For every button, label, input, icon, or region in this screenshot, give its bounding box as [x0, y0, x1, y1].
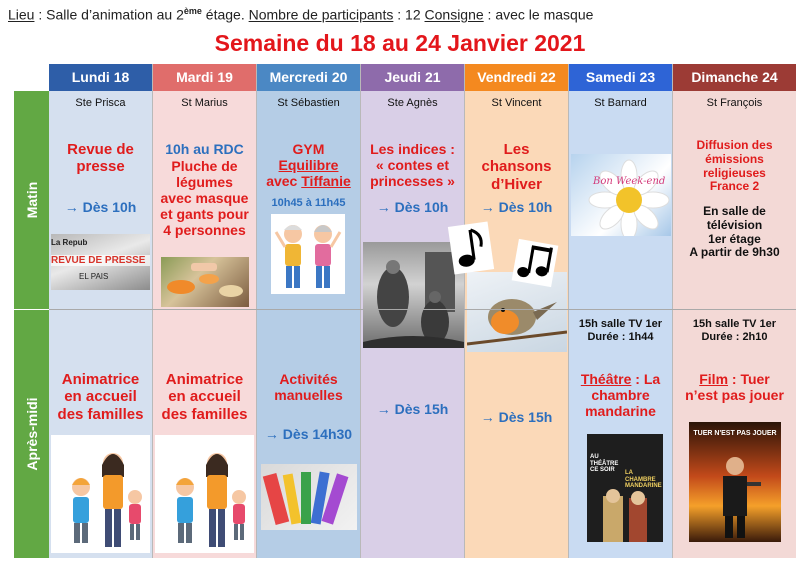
- newspaper-image: [51, 234, 150, 290]
- side-matin: [14, 91, 49, 309]
- day-header-jeudi: Jeudi 21: [361, 64, 464, 91]
- activity-line: d’Hiver: [491, 175, 542, 193]
- activity-title: Film: [699, 371, 729, 387]
- activity-mardi-place: 10h au RDC: [165, 141, 244, 157]
- theatre-poster: [587, 434, 663, 542]
- activity-vendredi-matin: [465, 141, 568, 193]
- consigne-value: : avec le masque: [483, 6, 594, 23]
- info-dimanche-matin: [673, 205, 796, 260]
- lieu-label: Lieu: [8, 6, 35, 23]
- activity-lundi-pm: [49, 371, 152, 423]
- time-vendredi-matin: → Dès 10h: [480, 199, 553, 215]
- activity-line: Tiffanie: [301, 173, 351, 190]
- activity-jeudi-matin: [361, 141, 464, 189]
- side-pm-label: Après-midi: [23, 397, 40, 471]
- column-jeudi: [361, 64, 465, 558]
- info-line: 1er étage: [708, 231, 761, 246]
- activity-line: GYM: [292, 141, 325, 157]
- info-line: Durée : 2h10: [701, 330, 768, 343]
- column-mercredi: [257, 64, 361, 558]
- info-line: A partir de 9h30: [689, 245, 780, 260]
- page-title: Semaine du 18 au 24 Janvier 2021: [214, 30, 586, 56]
- activity-line: 4 personnes: [163, 222, 246, 239]
- column-samedi: [569, 64, 673, 558]
- activity-line: des familles: [161, 405, 248, 423]
- activity-line: n’est pas jouer: [685, 387, 784, 404]
- activity-line: Animatrice: [61, 371, 140, 388]
- weekend-text: Bon Week-end: [593, 176, 666, 187]
- day-header-samedi: Samedi 23: [569, 64, 672, 91]
- time-jeudi-pm: → Dès 15h: [376, 401, 449, 417]
- activity-title: Théâtre: [580, 371, 632, 387]
- info-line: En salle de: [703, 204, 766, 218]
- fairy-tale-engraving: [363, 242, 464, 348]
- activity-line: avec: [266, 173, 302, 190]
- saint-dimanche: St François: [706, 97, 763, 109]
- day-header-vendredi: Vendredi 22: [465, 64, 568, 91]
- info-line: 15h salle TV 1er: [578, 318, 663, 330]
- activity-line: princesses »: [370, 173, 455, 190]
- activity-line: des familles: [57, 405, 144, 423]
- activity-line: avec masque: [160, 190, 249, 207]
- day-header-lundi: Lundi 18: [49, 64, 152, 91]
- saint-mardi: St Marius: [181, 97, 228, 109]
- activity-line: Pluche de: [171, 158, 238, 174]
- time-lundi-matin: → Dès 10h: [64, 199, 137, 215]
- activity-line: : La: [631, 371, 661, 387]
- participants-label: Nombre de participants: [248, 6, 394, 23]
- family-illustration: [155, 435, 254, 553]
- movie-poster: [689, 422, 781, 542]
- activity-dimanche-pm: [673, 371, 796, 403]
- saint-vendredi: St Vincent: [491, 97, 542, 109]
- activity-line: en accueil: [168, 388, 241, 406]
- activity-line: émissions: [705, 151, 764, 166]
- activity-line: chambre: [591, 387, 650, 404]
- activity-line: : Tuer: [728, 371, 770, 387]
- music-note-icon: [448, 221, 494, 274]
- activity-line: Les: [503, 141, 530, 158]
- poster-text: LA CHAMBRE MANDARINE: [625, 470, 662, 490]
- activity-line: presse: [76, 158, 125, 176]
- side-apres-midi: [14, 310, 49, 558]
- morning-afternoon-divider: [49, 309, 796, 310]
- music-note-icon: [512, 239, 559, 287]
- activity-line: « contes et: [375, 157, 450, 174]
- time-mercredi-matin: 10h45 à 11h45: [271, 197, 346, 209]
- lieu-value: : Salle d’animation au 2: [34, 6, 184, 23]
- activity-line: Activités: [279, 371, 338, 387]
- lieu-sup: ème: [183, 6, 202, 16]
- day-header-mercredi: Mercredi 20: [257, 64, 360, 91]
- crafts-image: [261, 464, 357, 530]
- day-header-mardi: Mardi 19: [153, 64, 256, 91]
- saint-lundi: Ste Prisca: [75, 97, 126, 109]
- consigne-label: Consigne: [424, 6, 484, 23]
- newspaper-text: EL PAIS: [79, 272, 109, 281]
- day-header-dimanche: Dimanche 24: [673, 64, 796, 91]
- column-lundi: [49, 64, 153, 558]
- info-line: 15h salle TV 1er: [692, 318, 777, 330]
- schedule-grid: [14, 64, 796, 558]
- activity-line: légumes: [176, 174, 233, 191]
- saint-jeudi: Ste Agnès: [387, 97, 438, 109]
- newspaper-text: REVUE DE PRESSE: [51, 255, 150, 266]
- activity-line: Revue de: [67, 141, 134, 158]
- activity-line: Les indices :: [370, 141, 455, 157]
- activity-line: France 2: [709, 179, 760, 194]
- info-samedi-pm: [569, 318, 672, 343]
- activity-line: religieuses: [703, 165, 766, 180]
- family-illustration: [51, 435, 150, 553]
- poster-text: TUER N'EST PAS JOUER: [693, 430, 777, 437]
- participants-value: : 12: [393, 6, 425, 23]
- activity-line: Diffusion des: [696, 138, 773, 152]
- side-matin-label: Matin: [23, 181, 40, 219]
- activity-line: en accueil: [64, 388, 137, 406]
- info-line: télévision: [706, 217, 763, 232]
- saint-mercredi: St Sébastien: [277, 97, 340, 109]
- activity-line: manuelles: [274, 387, 343, 404]
- activity-dimanche-matin: [673, 139, 796, 194]
- info-line: Durée : 1h44: [587, 330, 654, 343]
- activity-line: et gants pour: [160, 206, 249, 223]
- column-dimanche: [673, 64, 796, 558]
- robin-bird-image: [467, 272, 567, 352]
- info-dimanche-pm: [673, 318, 796, 343]
- time-mercredi-pm: → Dès 14h30: [264, 426, 353, 442]
- time-vendredi-pm: → Dès 15h: [480, 409, 553, 425]
- poster-text: AU THÉÂTRE CE SOIR: [590, 454, 619, 474]
- column-mardi: [153, 64, 257, 558]
- activity-line: chansons: [481, 158, 552, 176]
- activity-mardi-matin: [153, 158, 256, 238]
- time-jeudi-matin: → Dès 10h: [376, 199, 449, 215]
- newspaper-text: La Repub: [51, 238, 88, 247]
- activity-line: Animatrice: [165, 371, 244, 388]
- activity-lundi-matin: [49, 141, 152, 176]
- activity-mercredi-pm: [257, 371, 360, 403]
- activity-mardi-pm: [153, 371, 256, 423]
- daisy-weekend-image: [571, 154, 671, 236]
- activity-samedi-pm: [569, 371, 672, 419]
- gym-seniors-illustration: [271, 214, 345, 294]
- lieu-end: étage.: [201, 6, 249, 23]
- activity-line: Equilibre: [278, 157, 339, 174]
- saint-samedi: St Barnard: [594, 97, 647, 109]
- column-vendredi: [465, 64, 569, 558]
- activity-line: mandarine: [585, 403, 656, 420]
- header-info: [8, 6, 593, 23]
- activity-mercredi-matin: [257, 141, 360, 189]
- vegetables-image: [161, 257, 249, 307]
